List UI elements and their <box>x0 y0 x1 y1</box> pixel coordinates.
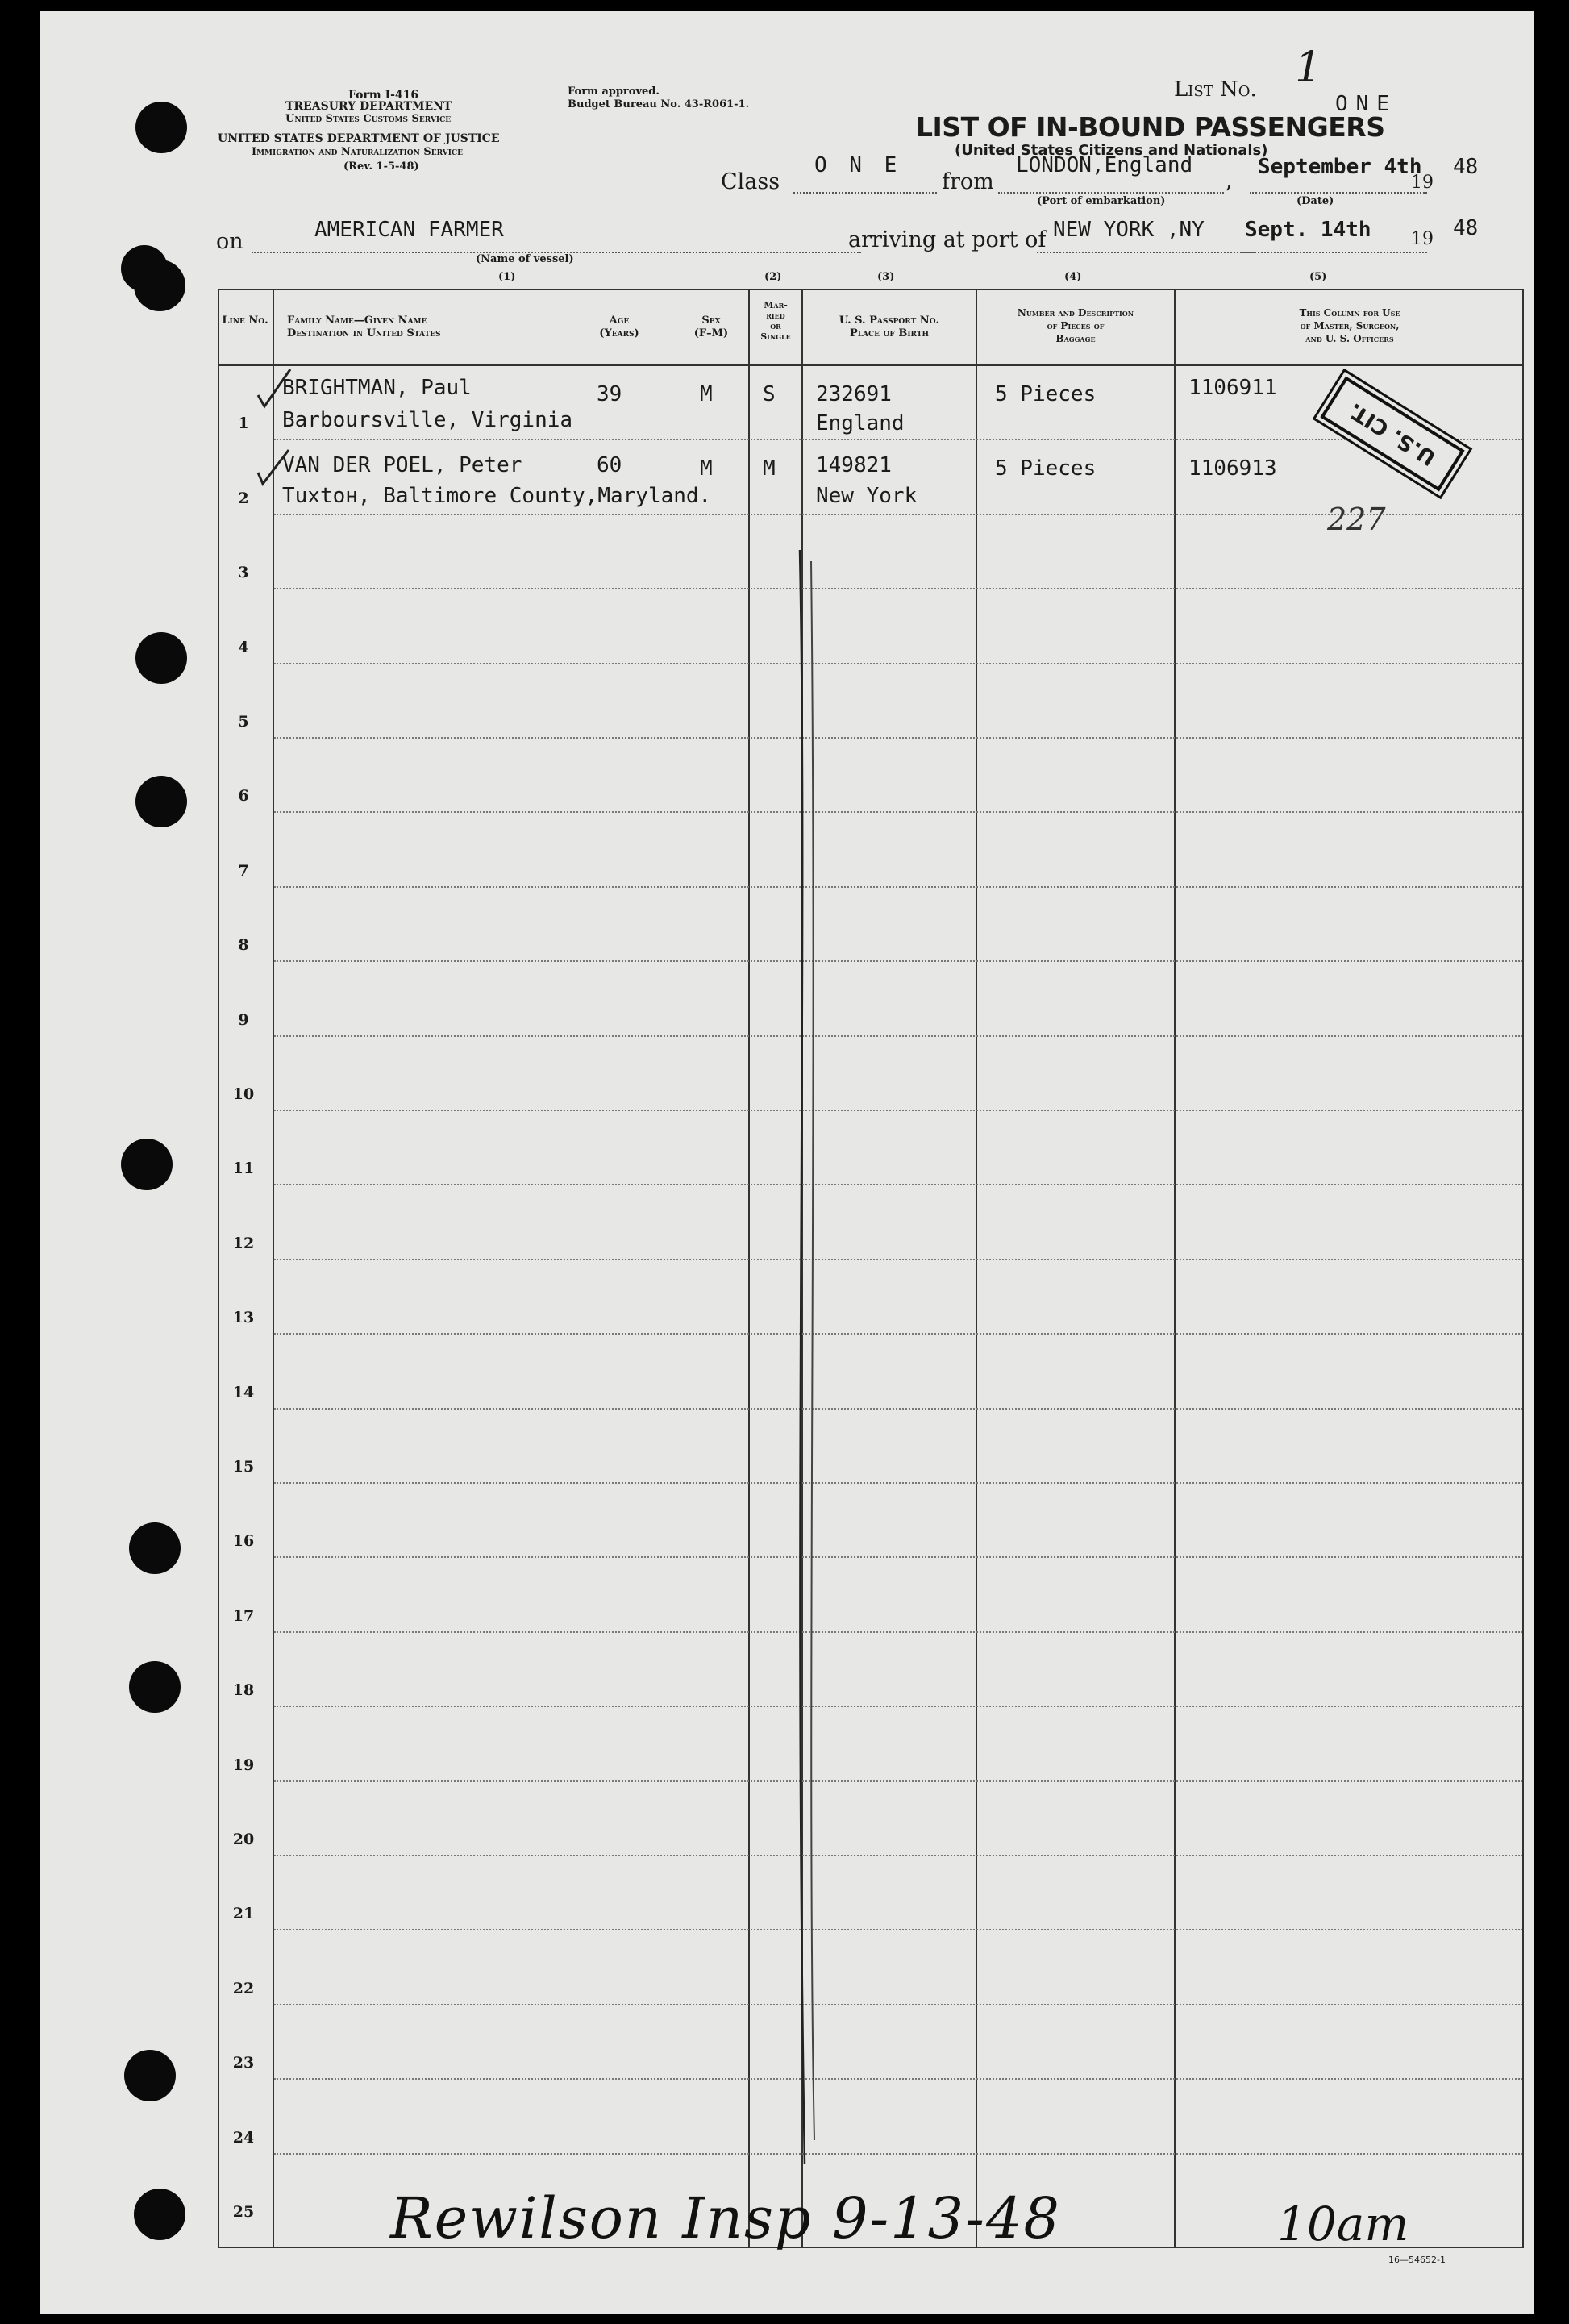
line-number: 19 <box>232 1755 255 1774</box>
row-rule <box>274 2078 1522 2080</box>
line-number: 20 <box>232 1830 255 1848</box>
passenger-destination: Barboursville, Virginia <box>282 408 573 432</box>
handwritten-list-number: 1 <box>1295 44 1322 92</box>
passenger-age: 39 <box>597 382 622 406</box>
departure-date: September 4th <box>1258 155 1422 179</box>
budget-bureau-no: Budget Bureau No. 43-R061-1. <box>568 98 750 110</box>
passenger-destination: Tuxtoн, Baltimore County,Maryland. <box>282 484 712 508</box>
passenger-passport: 149821 <box>816 453 892 477</box>
date-caption: (Date) <box>1296 195 1334 207</box>
line-number: 16 <box>232 1532 255 1551</box>
ins-service: Immigration and Naturalization Service <box>252 146 464 158</box>
col-num-4: (4) <box>1064 271 1082 283</box>
inspector-signature: Rewilson Insp 9-13-48 <box>390 2185 1061 2251</box>
form-approved: Form approved. <box>568 85 660 98</box>
row-rule <box>274 1929 1522 1930</box>
line-number: 15 <box>232 1458 255 1476</box>
line-number: 17 <box>232 1606 255 1625</box>
class-value: O N E <box>814 153 902 177</box>
row-rule <box>274 811 1522 813</box>
col-num-2: (2) <box>764 271 782 283</box>
arrival-year: 48 <box>1453 216 1479 240</box>
binder-hole <box>135 102 187 153</box>
line-number: 11 <box>232 1160 255 1178</box>
row-rule <box>274 1408 1522 1410</box>
revision-date: (Rev. 1-5-48) <box>343 160 419 173</box>
row-rule <box>274 1780 1522 1782</box>
binder-hole <box>134 260 185 311</box>
row-rule <box>274 1556 1522 1558</box>
binder-hole <box>129 1522 181 1574</box>
form-number: Form I-416 <box>348 89 419 102</box>
arrival-century: 19 <box>1411 229 1434 249</box>
binder-hole <box>124 2050 176 2101</box>
port-caption: (Port of embarkation) <box>1037 195 1166 207</box>
line-number: 24 <box>232 2128 255 2147</box>
col-married: Mar- ried or Single <box>760 300 791 342</box>
passenger-birthplace: New York <box>816 484 918 508</box>
passenger-baggage: 5 Pieces <box>995 456 1097 481</box>
row-rule <box>274 886 1522 888</box>
row-rule <box>274 439 1522 440</box>
us-cit-stamp: U.S. CIT. <box>1320 376 1464 491</box>
passenger-sex: M <box>700 382 713 406</box>
list-no-value: ONE <box>1335 92 1397 116</box>
col-num-3: (3) <box>877 271 895 283</box>
form-page: Form I-416 TREASURY DEPARTMENT United States Customs Service UNITED STATES DEPARTMENT OF JUSTICE Immigration and Naturalization Service (Rev. 1-5-48) Form approved. Budget Bureau No. 43-R061-1. List No. 1 ONE LIST OF IN-BOUND PASSENGERS (United States Citizens and Nationals) Class O N E from LONDON,England , (Port of embarkation) September 4th 19 48 (Date) on AMERICAN FARMER (Name of vessel) arriving at port of NEW YORK ,NY Sept. 14th 19 48 (1) (2) (3) (4) (5) Line No. Family Name—Given Name Destination in United States Age (Years) Sex (F–M) Mar- ried or Single U. S. Passport No. Place of Birth Number and Description of Pieces of Baggage This Column for Use of Master, Surgeon, and U. S. Officers 1 2 3 4 5 6 7 8 9 10 11 12 13 14 15 16 17 18 19 20 21 22 23 24 25 BRIGHTMAN, Paul Barboursville, Virginia 39 M S 232691 England 5 Pieces 1106911 VAN DER POEL, Peter Tuxtoн, Baltimore County,Maryland. 60 M M 149821 New York 5 Pieces 1106913 U.S. CIT. 227 Rewilson Insp 9-13-48 10am 16—54652-1 <box>40 11 1534 2314</box>
binder-hole <box>135 776 187 827</box>
row-rule <box>274 1631 1522 1633</box>
col-sex: Sex (F–M) <box>693 314 729 339</box>
passenger-name: VAN DER POEL, Peter <box>282 453 522 477</box>
row-rule <box>274 1855 1522 1856</box>
line-number: 2 <box>238 489 249 507</box>
treasury-department: TREASURY DEPARTMENT <box>285 100 452 113</box>
line-number: 25 <box>232 2203 255 2221</box>
row-rule <box>274 1184 1522 1185</box>
row-rule <box>274 1110 1522 1111</box>
arrival-port: NEW YORK ,NY <box>1053 218 1205 242</box>
print-code: 16—54652-1 <box>1388 2255 1446 2265</box>
passenger-married: S <box>763 382 776 406</box>
line-number: 18 <box>232 1681 255 1700</box>
row-rule <box>274 1333 1522 1335</box>
passenger-officer-no: 1106911 <box>1188 376 1277 400</box>
line-number: 23 <box>232 2054 255 2072</box>
col-officers: This Column for Use of Master, Surgeon, and U. S. Officers <box>1299 307 1400 344</box>
col-passport: U. S. Passport No. Place of Birth <box>839 314 940 339</box>
line-number: 21 <box>232 1905 255 1923</box>
col-baggage: Number and Description of Pieces of Baggage <box>1017 307 1134 344</box>
row-rule <box>274 588 1522 589</box>
passenger-table <box>218 289 1524 2248</box>
line-number: 12 <box>232 1234 255 1252</box>
row-rule <box>274 1482 1522 1484</box>
line-number: 3 <box>238 564 249 582</box>
row-rule <box>274 2004 1522 2005</box>
vessel-name: AMERICAN FARMER <box>314 218 504 242</box>
line-number: 14 <box>232 1383 255 1401</box>
document-subtitle: (United States Citizens and Nationals) <box>955 142 1268 159</box>
col-name: Family Name—Given Name Destination in United States <box>287 314 441 339</box>
arrival-date: Sept. 14th <box>1245 218 1371 242</box>
line-number: 1 <box>238 414 249 433</box>
col-num-1: (1) <box>498 271 516 283</box>
col-num-5: (5) <box>1309 271 1327 283</box>
passenger-passport: 232691 <box>816 382 892 406</box>
line-number: 22 <box>232 1979 255 1997</box>
arriving-label: arriving at port of <box>848 227 1047 252</box>
handwritten-line <box>790 544 830 2172</box>
col-line-no: Line No. <box>222 314 268 327</box>
row-rule <box>274 1706 1522 1707</box>
document-title: LIST OF IN-BOUND PASSENGERS <box>916 111 1385 143</box>
passenger-married: M <box>763 456 776 481</box>
col-age: Age (Years) <box>599 314 639 339</box>
passenger-birthplace: England <box>816 411 905 435</box>
list-no-label: List No. <box>1174 77 1257 102</box>
row-rule <box>274 960 1522 962</box>
row-rule <box>274 663 1522 664</box>
binder-hole <box>129 1661 181 1713</box>
line-number: 7 <box>238 861 249 880</box>
departure-year: 48 <box>1453 155 1479 179</box>
line-number: 4 <box>238 638 249 656</box>
passenger-sex: M <box>700 456 713 481</box>
on-label: on <box>216 229 243 254</box>
binder-hole <box>134 2189 185 2240</box>
stamp-number: 227 <box>1327 502 1386 537</box>
row-rule <box>274 1035 1522 1037</box>
customs-service: United States Customs Service <box>285 113 452 125</box>
checkmark-icon <box>252 366 300 495</box>
row-rule <box>274 2153 1522 2155</box>
binder-hole <box>135 632 187 684</box>
row-rule <box>274 737 1522 739</box>
line-number: 9 <box>238 1010 249 1029</box>
line-number: 5 <box>238 713 249 731</box>
from-label: from <box>942 169 994 194</box>
line-number: 6 <box>238 787 249 806</box>
class-label: Class <box>721 169 780 194</box>
vessel-caption: (Name of vessel) <box>476 253 574 265</box>
row-rule <box>274 1259 1522 1260</box>
passenger-baggage: 5 Pieces <box>995 382 1097 406</box>
departure-century: 19 <box>1411 173 1434 193</box>
line-number: 8 <box>238 936 249 955</box>
passenger-name: BRIGHTMAN, Paul <box>282 376 472 400</box>
binder-hole <box>121 1139 173 1190</box>
handwritten-time: 10am <box>1277 2197 1409 2251</box>
port-of-embarkation: LONDON,England <box>1016 153 1193 177</box>
line-number: 10 <box>232 1085 255 1103</box>
line-number: 13 <box>232 1309 255 1327</box>
passenger-age: 60 <box>597 453 622 477</box>
passenger-officer-no: 1106913 <box>1188 456 1277 481</box>
justice-department: UNITED STATES DEPARTMENT OF JUSTICE <box>218 132 500 145</box>
